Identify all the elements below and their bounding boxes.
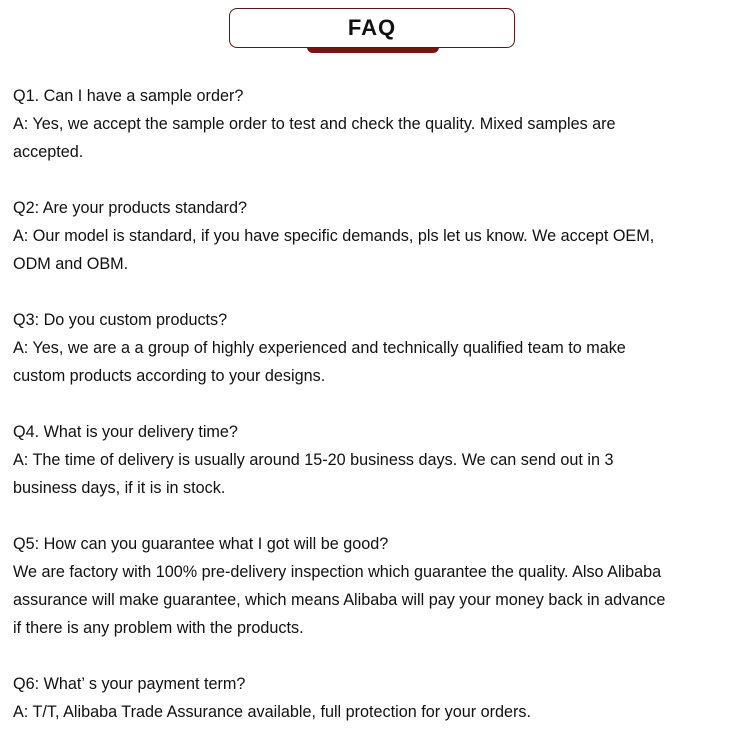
question-q2: Q2: Are your products standard? <box>13 199 247 217</box>
faq-header <box>229 8 515 53</box>
faq-item-q6 <box>13 670 738 726</box>
question-q4: Q4. What is your delivery time? <box>13 423 238 441</box>
answer-q5-line-3: if there is any problem with the products. <box>13 619 304 637</box>
answer-q5-line-1: We are factory with 100% pre-delivery inspection which guarantee the quality. Also Alibaba <box>13 563 662 581</box>
faq-item-q5 <box>13 530 738 642</box>
answer-q3-line-2: custom products according to your designs. <box>13 367 326 385</box>
answer-q2-line-1: A: Our model is standard, if you have specific demands, pls let us know. We accept OEM, <box>13 227 655 245</box>
question-q3: Q3: Do you custom products? <box>13 311 228 329</box>
question-q6: Q6: What’ s your payment term? <box>13 675 246 693</box>
answer-q3-line-1: A: Yes, we are a a group of highly experienced and technically qualified team to make <box>13 339 626 357</box>
answer-q6-line-1: A: T/T, Alibaba Trade Assurance available, full protection for your orders. <box>13 703 531 721</box>
faq-list <box>13 82 738 726</box>
faq-item-q1 <box>13 82 738 166</box>
question-q5: Q5: How can you guarantee what I got will be good? <box>13 535 389 553</box>
answer-q2-line-2: ODM and OBM. <box>13 255 129 273</box>
faq-item-q3 <box>13 306 738 390</box>
answer-q5-line-2: assurance will make guarantee, which means Alibaba will pay your money back in advance <box>13 591 666 609</box>
answer-q4-line-1: A: The time of delivery is usually around 15-20 business days. We can send out in 3 <box>13 451 614 469</box>
faq-item-q2 <box>13 194 738 278</box>
answer-q1-line-1: A: Yes, we accept the sample order to test and check the quality. Mixed samples are <box>13 115 616 133</box>
faq-item-q4 <box>13 418 738 502</box>
faq-title: FAQ <box>347 15 397 40</box>
answer-q1-line-2: accepted. <box>13 143 84 161</box>
answer-q4-line-2: business days, if it is in stock. <box>13 479 226 497</box>
question-q1: Q1. Can I have a sample order? <box>13 87 244 105</box>
